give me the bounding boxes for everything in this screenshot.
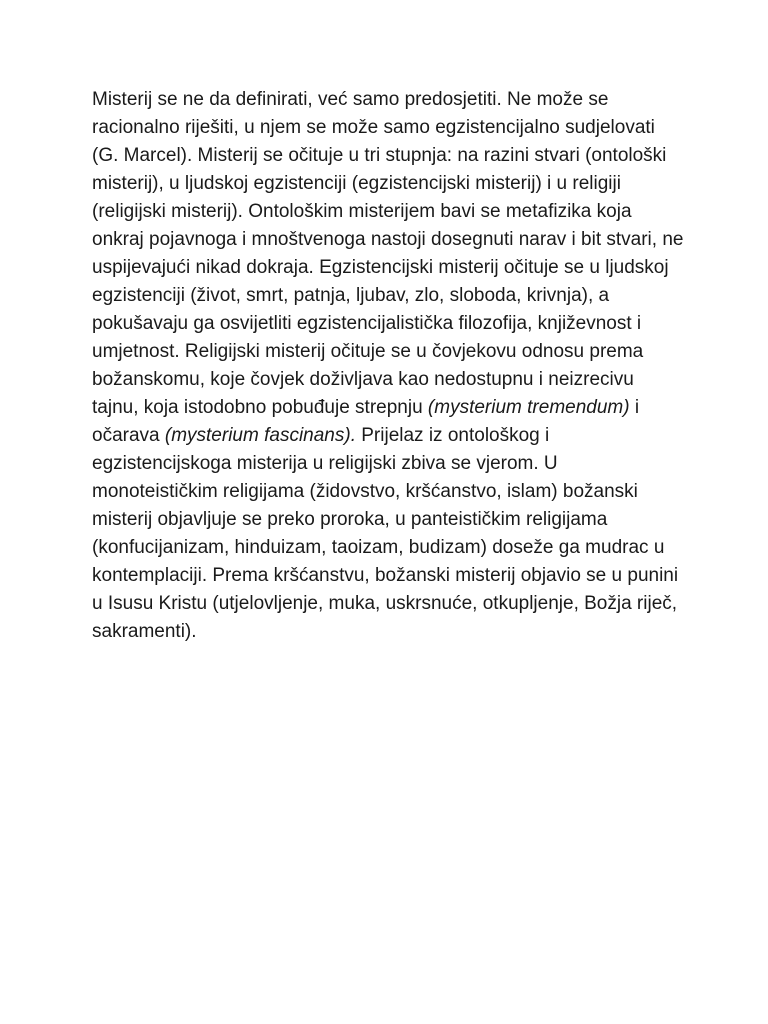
paragraph-text-part-1: Misterij se ne da definirati, već samo predosjetiti. Ne može se racionalno riješiti, u njem se može samo egzistencijalno sudjelovati (G. Marcel). Misterij se očituje u tri stupnja: na razini stvari (ontološki misterij), u ljudskoj egzistenciji (egzistencijski misterij) i u religiji (religijski misterij). Ontološkim misterijem bavi se metafizika koja onkraj pojavnoga i mnoštvenoga nastoji dosegnuti narav i bit stvari, ne uspijevajući nikad dokraja. Egzistencijski misterij očituje se u ljudskoj egzistenciji (život, smrt, patnja, ljubav, zlo, sloboda, krivnja), a pokušavaju ga osvijetliti egzistencijalistička filozofija, književnost i umjetnost. Religijski misterij očituje se u čovjekovu odnosu prema božanskomu, koje čovjek doživljava kao nedostupnu i neizrecivu tajnu, koja istodobno pobuđuje strepnju — [92, 89, 684, 418]
paragraph-italic-term-1: (mysterium tremendum) — [427, 397, 630, 418]
paragraph-text-part-2: i očarava — [92, 397, 640, 446]
body-paragraph — [92, 86, 684, 646]
paragraph-italic-term-2: (mysterium fascinans). — [164, 425, 356, 446]
paragraph-text-part-3: Prijelaz iz ontološkog i egzistencijskoga misterija u religijski zbiva se vjerom. U monoteističkim religijama (židovstvo, kršćanstvo, islam) božanski misterij objavljuje se preko proroka, u panteističkim religijama (konfucijanizam, hinduizam, taoizam, budizam) doseže ga mudrac u kontemplaciji. Prema kršćanstvu, božanski misterij objavio se u punini u Isusu Kristu (utjelovljenje, muka, uskrsnuće, otkupljenje, Božja riječ, sakramenti). — [92, 425, 679, 642]
